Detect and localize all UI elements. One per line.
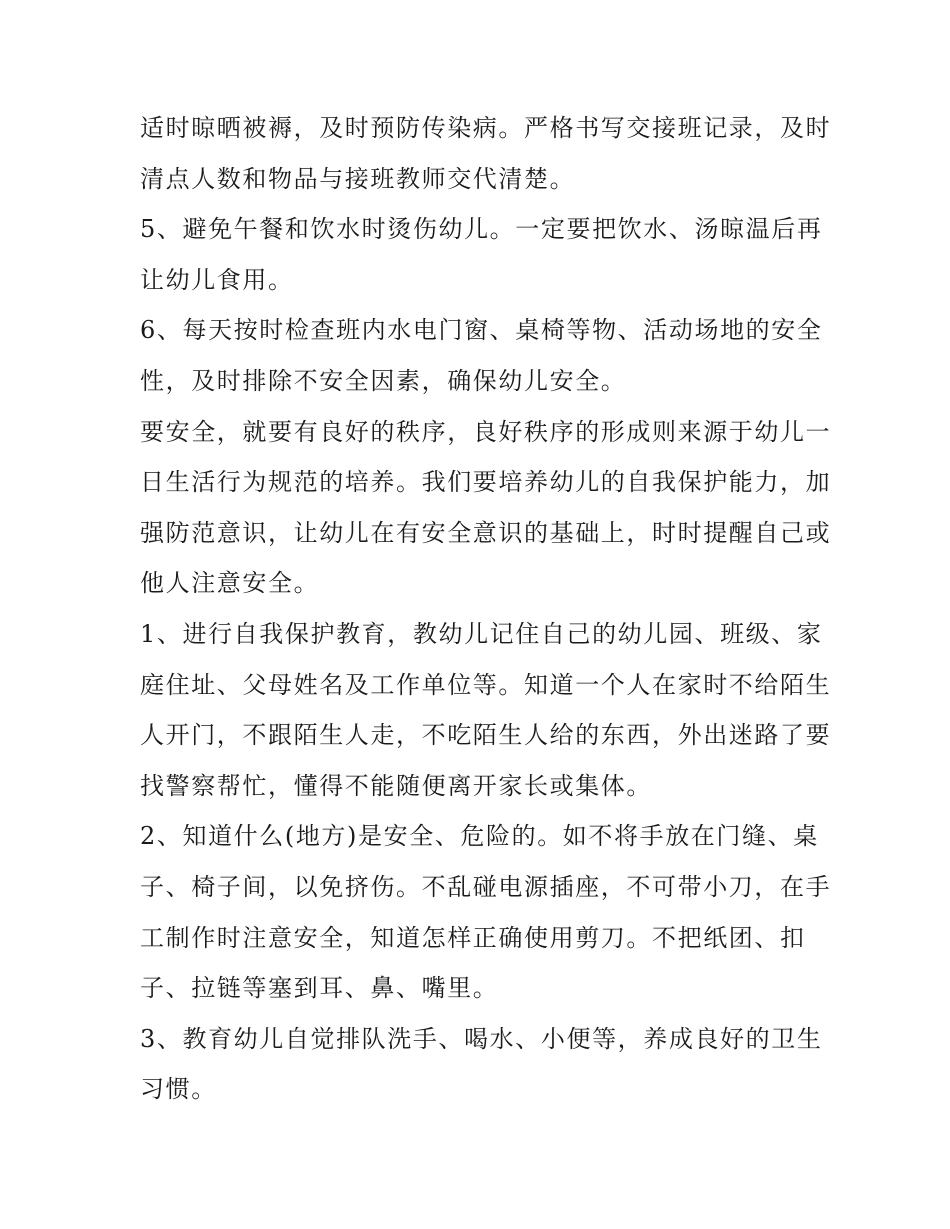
text-line: 1、进行自我保护教育，教幼儿记住自己的幼儿园、班级、家: [140, 619, 823, 648]
text-line: 习惯。: [140, 1075, 217, 1104]
text-line: 子、椅子间，以免挤伤。不乱碰电源插座，不可带小刀，在手: [140, 872, 832, 901]
text-line: 让幼儿食用。: [140, 265, 294, 294]
text-line: 工制作时注意安全，知道怎样正确使用剪刀。不把纸团、扣: [140, 923, 806, 952]
text-line: 3、教育幼儿自觉排队洗手、喝水、小便等，养成良好的卫生: [140, 1024, 823, 1053]
text-line: 5、避免午餐和饮水时烫伤幼儿。一定要把饮水、汤晾温后再: [140, 215, 823, 244]
text-line: 找警察帮忙，懂得不能随便离开家长或集体。: [140, 771, 652, 800]
text-line: 2、知道什么(地方)是安全、危险的。如不将手放在门缝、桌: [140, 822, 819, 851]
text-line: 人开门，不跟陌生人走，不吃陌生人给的东西，外出迷路了要: [140, 721, 832, 750]
text-line: 强防范意识，让幼儿在有安全意识的基础上，时时提醒自己或: [140, 518, 832, 547]
text-line: 子、拉链等塞到耳、鼻、嘴里。: [140, 974, 499, 1003]
text-line: 他人注意安全。: [140, 569, 320, 598]
text-line: 日生活行为规范的培养。我们要培养幼儿的自我保护能力，加: [140, 468, 832, 497]
text-line: 清点人数和物品与接班教师交代清楚。: [140, 164, 576, 193]
text-line: 适时晾晒被褥，及时预防传染病。严格书写交接班记录，及时: [140, 114, 832, 142]
text-line: 要安全，就要有良好的秩序，良好秩序的形成则来源于幼儿一: [140, 417, 832, 446]
text-line: 庭住址、父母姓名及工作单位等。知道一个人在家时不给陌生: [140, 670, 832, 699]
body-text: [140, 103, 832, 1115]
text-line: 性，及时排除不安全因素，确保幼儿安全。: [140, 366, 627, 395]
text-line: 6、每天按时检查班内水电门窗、桌椅等物、活动场地的安全: [140, 316, 823, 345]
